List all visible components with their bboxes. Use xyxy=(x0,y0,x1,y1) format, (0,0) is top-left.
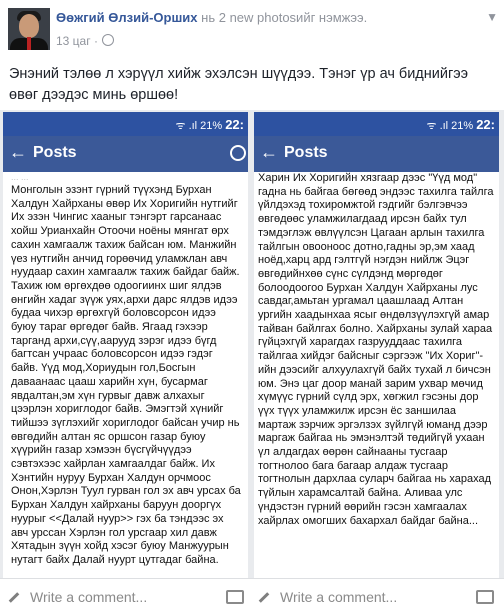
post-author-line xyxy=(56,10,367,25)
search-icon xyxy=(230,145,246,161)
camera-icon[interactable] xyxy=(226,590,244,604)
camera-icon[interactable] xyxy=(476,590,494,604)
post-timestamp[interactable]: 13 цаг · xyxy=(56,34,114,48)
phone-app-bar xyxy=(254,136,499,172)
comment-bar xyxy=(0,578,504,614)
pencil-icon xyxy=(6,590,20,604)
comment-input-right[interactable]: Write a comment... xyxy=(256,579,500,614)
faded-text: ... ... xyxy=(11,172,29,182)
author-name-link[interactable]: Өөжгий Өлзий-Орших xyxy=(56,10,198,25)
screenshot-post-text: Харин Их Хоригийн хязгаар дээс "Үүд мод" гадна нь байгаа бөгөөд эндээс тахилга тайлга үйлдэхэд тохиромжтой гэдгийг бэлгэвчээ өвгөдөөс уламжилагдаад ирсэн байх тул тэмдэглэж өвлүүлсэн Цагаан арлын тахилга тайлгын овооноос дотно,гадны эр,эм хаад ноёд,харц ард гэлтгүй нэгдэн нийлж Эцэг өвгөдийнхөө сүнс сүлдэнд мөргөдөг болоодоогоо Бурхан Халдун Хайрханы лус савдаг,амьтан ургамал цаашлаад Алтан ургийн хаадынхаа ясыг өндөлзүүлэхгүй амар тайван байлгах болно. Хайрханы зулай хараа гүйцэхгүй харагдах газрууддаас тахилга тайлгаа хийдэг байсныг сэргээж "Их Хориг"-ийн дээсийг алхуулахгүй байх тухай л бичсэн юм. Энэ цаг доор манай зарим ухвар мөчид хүмүүс гүрний сүлд эрх, хөгжил гэсэны дор үүх түүх уламжилж ирсэн ёс заншилаа мартаж зэрчиж эргэлзэх зүйлгүй юманд дээр маргаж байгаа нь эмэнэлтэй төдийгүй ухаан үл алдагдах өөрөн сайнааны тусгаар тогтнолоо бага багаар алдаж тусгаар тогтнолын дархлаа суларч байгаа нь харахад түйлын харамсалтай байна. Аливаа улс үндэстэн гүрний өөрийн гэсэн хамгаалах хайрлах омогших бахархал байдаг байна... xyxy=(258,172,494,527)
post-action-text: нь 2 new photosийг нэмжээ. xyxy=(197,10,368,25)
photo-1[interactable] xyxy=(3,112,248,580)
photo-grid xyxy=(0,110,504,580)
post-caption: Энэний тэлөө л хэрүүл хийж эхэлсэн шүүдээ. Тэнэг үр ач биднийгээ өвөг дээдэс минь өршөө! xyxy=(9,66,469,103)
back-arrow-icon: ← xyxy=(9,142,27,162)
screenshot-post-text: Монголын эзэнт гүрний түүхэнд Бурхан Халдун Хайрханы өвөр Их Хоригийн нутгийг Их эзэн Чингис хааныг тэнгэрт гарсанаас хойш Урианхайн Отоочи ноёны мянгат өрх сахин хамгаалж тахиж байсан юм. Манжийн үез нутгийн анчид горөөчид уламжлан авч нуудаар сахин хамгаалж тахиж байдаг байж. Тахиж юм өргөхдөө одоогиинх шиг ялдэв өнгийн хадаг зүүж уях,архи дарс ялдэв идээ будаа чихэр өргөхгүй боловсорсон идээ буюу тараг өргөдөг байв. Ягаад гэхээр тарганд архи,сүү,аарууд зэрэг идээ бүгд багтсан учраас боловсорсон идээ гэдэг байв. Үүд мод,Хориудын гол,Босгын даваанаас цааш харийн хүн, бусармаг явдалтан,эм хүн гурвыг давж алхахыг цээрлэн хориглодог байв. Эмэгтэй хүнийг тийшээ зүглэхийг хориглодог байсан учир нь өвгөдийн алтан яс оршсон газар буюу хүүрийн газар хэмээн бүсгүйчүүдээ сэвтэхээс хайрлан хамгаалдаг байж. Их Хэнтийн нуруу Бурхан Халдун орчмоос Онон,Хэрлэн Туул гурван гол эх авч урсах ба Бурхан Халдун хайрханы баруун дооргүх нуурыг <<Далай нуур>> гэх ба тэндээс эх авч урссан Хэрлэн гол урсгаар хил давж Хятадын зүүн хойд хэсэг буюу Манжуурын нутагт байх Далай нуурт цутгадаг байна. xyxy=(11,184,241,566)
globe-icon xyxy=(102,34,114,46)
phone-app-title: Posts xyxy=(284,144,328,161)
phone-app-bar xyxy=(3,136,248,172)
phone-status-bar: ᯤ .ıl 21% 22: xyxy=(3,112,248,136)
photo-2[interactable] xyxy=(254,112,499,580)
back-arrow-icon: ← xyxy=(260,142,278,162)
post-header xyxy=(0,0,504,60)
comment-input-left[interactable]: Write a comment... xyxy=(6,579,250,614)
phone-app-title: Posts xyxy=(33,144,77,161)
chevron-down-icon[interactable]: ▼ xyxy=(486,10,498,24)
phone-status-bar: ᯤ .ıl 21% 22: xyxy=(254,112,499,136)
pencil-icon xyxy=(256,590,270,604)
avatar[interactable] xyxy=(8,8,50,50)
